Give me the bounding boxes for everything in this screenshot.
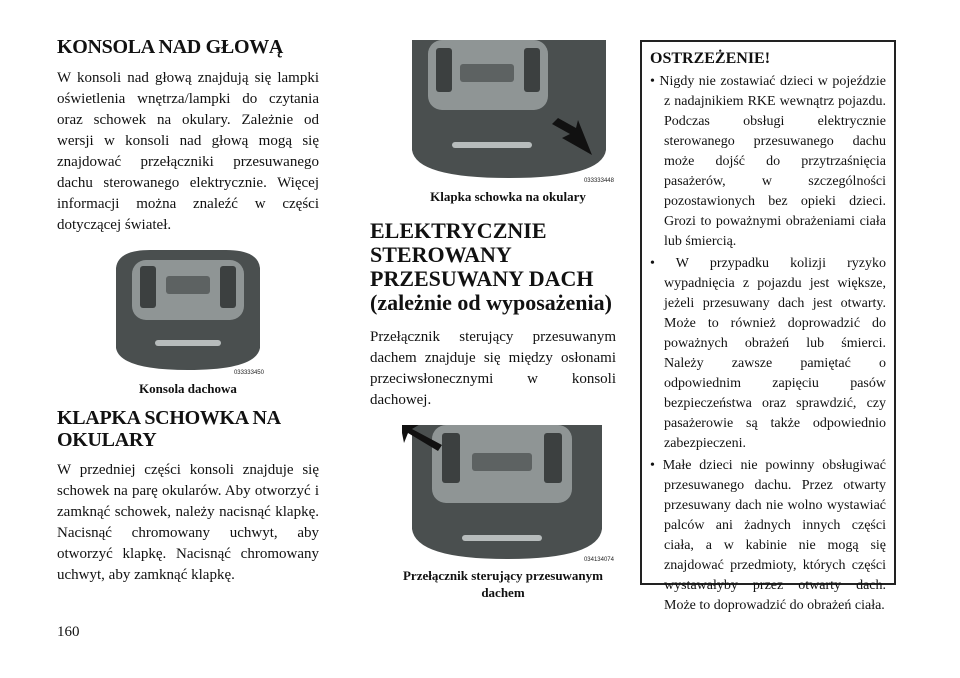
page-number: 160 bbox=[57, 624, 80, 640]
paragraph-overhead-console: W konsoli nad głową znajdują się lampki oświetlenia wnętrza/lampki do czytania oraz schowek na okulary. Zależnie od wersji w konsoli nad głową mogą się znajdować przełączniki przesuwanego dachu sterowanego elektrycznie. Więcej informacji można znaleźć w części dotyczącej świateł. bbox=[57, 70, 319, 233]
heading-sunroof: ELEKTRYCZNIE STEROWANY PRZESUWANY DACH bbox=[370, 218, 594, 291]
figure-code: 033333450 bbox=[233, 370, 264, 376]
sunroof-switch-image bbox=[402, 425, 616, 561]
warning-item: • W przypadku kolizji ryzyko wypadnięcia z pojazdu jest większe, jeżeli przesuwany dach jest otwarty. Może to również doprowadzić do poważnych obrażeń lub śmierci. Należy zawsze pamiętać o odpowiednim zapięciu pasów bezpieczeństwa oraz sprawdzić, czy pasażerowie są także odpowiednio zabezpieczeni. bbox=[650, 256, 886, 451]
figure-caption: Klapka schowka na okulary bbox=[430, 189, 586, 204]
heading-sunroof-sub: (zależnie od wyposażenia) bbox=[370, 290, 612, 315]
figure-sunglasses-bin bbox=[402, 40, 616, 186]
figure-code: 033333448 bbox=[583, 178, 614, 184]
paragraph-sunroof: Przełącznik sterujący przesuwanym dachem znajduje się między osłonami przeciwsłonecznymi w konsoli dachowej. bbox=[370, 329, 616, 408]
figure-caption: Przełącznik sterujący przesuwanym dachem bbox=[402, 568, 603, 600]
heading-overhead-console: KONSOLA NAD GŁOWĄ bbox=[57, 36, 284, 58]
sunglasses-bin-image bbox=[402, 40, 616, 180]
figure-sunroof-switch bbox=[402, 425, 616, 565]
warning-box bbox=[640, 40, 896, 613]
warning-item: • Małe dzieci nie powinny obsługiwać przesuwanego dachu. Przez otwarty przesuwany dach nie wolno wystawiać palców ani żadnych innych części ciała, a w kabinie nie mogą się znajdować przedmioty, których części wystawałyby przez otwarty dach. Może to doprowadzić do obrażeń ciała. bbox=[650, 458, 886, 613]
heading-sunglasses-bin: KLAPKA SCHOWKA NA OKULARY bbox=[57, 407, 280, 451]
left-column bbox=[57, 36, 319, 586]
warning-item: • Nigdy nie zostawiać dzieci w pojeździe z nadajnikiem RKE wewnątrz pojazdu. Podczas obsługi elektrycznie sterowanego przesuwanego dachu może dojść do przytrzaśnięcia pasażerów, w szczególności pozostawionych bez opieki dzieci. Grozi to poważnymi obrażeniami ciała lub śmiercią. bbox=[650, 74, 886, 249]
warning-title: OSTRZEŻENIE! bbox=[650, 50, 771, 67]
console-image bbox=[110, 248, 266, 372]
paragraph-sunglasses-bin: W przedniej części konsoli znajduje się schowek na parę okularów. Aby otworzyć i zamknąć schowek, należy nacisnąć klapkę. Nacisnąć chromowany uchwyt, aby otworzyć klapkę. Nacisnąć chromowany uchwyt, aby zamknąć klapkę. bbox=[57, 462, 319, 583]
middle-column bbox=[370, 40, 616, 601]
figure-caption: Konsola dachowa bbox=[139, 381, 237, 396]
warning-list bbox=[650, 72, 886, 616]
figure-overhead-console bbox=[110, 248, 266, 378]
figure-code: 034134074 bbox=[583, 557, 614, 563]
